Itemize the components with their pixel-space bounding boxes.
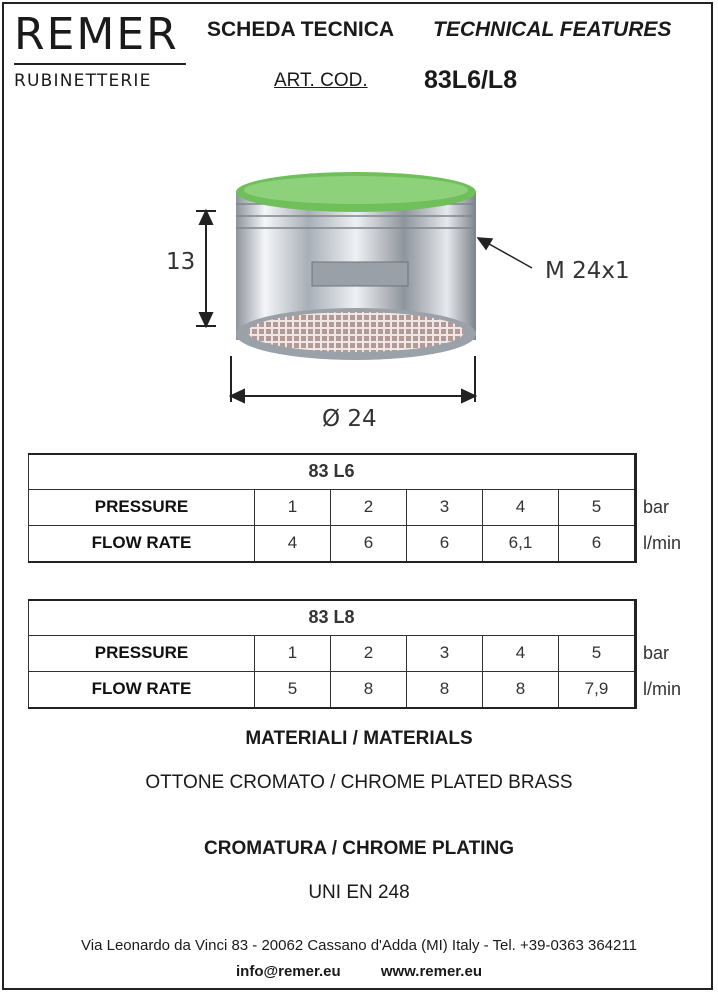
table-cell: 2 (331, 635, 407, 671)
footer-website[interactable]: www.remer.eu (380, 963, 482, 980)
article-code: 83L6/L8 (424, 66, 518, 94)
table-row (29, 489, 694, 525)
table-cell: 5 (559, 635, 636, 671)
unit-label: l/min (636, 671, 694, 708)
table-cell: 3 (407, 635, 483, 671)
brand-subtitle: RUBINETTERIE (14, 71, 152, 91)
table-cell: 4 (255, 525, 331, 562)
title-english: TECHNICAL FEATURES (433, 18, 672, 41)
table-cell: 5 (559, 489, 636, 525)
unit-label: bar (636, 635, 694, 671)
aerator-image (236, 172, 476, 360)
table-cell: 8 (483, 671, 559, 708)
diameter-dimension (231, 356, 475, 402)
table-cell: 6 (407, 525, 483, 562)
mesh-screen (248, 312, 464, 352)
height-dimension (196, 211, 216, 326)
title-italian: SCHEDA TECNICA (207, 18, 395, 41)
table-cell: 6 (331, 525, 407, 562)
materials-value: OTTONE CROMATO / CHROME PLATED BRASS (145, 772, 573, 793)
table-cell: 8 (407, 671, 483, 708)
diameter-label: Ø 24 (322, 406, 377, 432)
table-row (29, 635, 694, 671)
table-cell: 1 (255, 635, 331, 671)
plating-value: UNI EN 248 (308, 882, 410, 903)
row-label: FLOW RATE (29, 525, 255, 562)
table-cell: 4 (483, 489, 559, 525)
row-label: PRESSURE (29, 489, 255, 525)
materials-heading: MATERIALI / MATERIALS (245, 728, 473, 749)
footer-contacts (0, 963, 718, 980)
table-cell: 7,9 (559, 671, 636, 708)
plating-heading: CROMATURA / CHROME PLATING (204, 838, 514, 859)
spec-table-l8 (28, 599, 693, 709)
table-model: 83 L8 (29, 600, 636, 635)
brand-name: REMER (14, 9, 179, 60)
table-row (29, 671, 694, 708)
table-row (29, 525, 694, 562)
table-cell: 6,1 (483, 525, 559, 562)
article-code-label: ART. COD. (274, 70, 368, 91)
thread-leader (478, 238, 532, 268)
table-cell: 4 (483, 635, 559, 671)
table-cell: 5 (255, 671, 331, 708)
unit-label: bar (636, 489, 694, 525)
product-drawing (0, 0, 718, 460)
table-cell: 1 (255, 489, 331, 525)
unit-label: l/min (636, 525, 694, 562)
row-label: FLOW RATE (29, 671, 255, 708)
table-model: 83 L6 (29, 454, 636, 489)
table-cell: 8 (331, 671, 407, 708)
footer-address: Via Leonardo da Vinci 83 - 20062 Cassano d'Adda (MI) Italy - Tel. +39-0363 364211 (81, 937, 637, 954)
spec-table-l6 (28, 453, 693, 563)
table-cell: 2 (331, 489, 407, 525)
height-label: 13 (166, 249, 196, 275)
row-label: PRESSURE (29, 635, 255, 671)
footer-email[interactable]: info@remer.eu (236, 963, 341, 980)
table-cell: 6 (559, 525, 636, 562)
thread-label: M 24x1 (545, 258, 630, 284)
table-cell: 3 (407, 489, 483, 525)
